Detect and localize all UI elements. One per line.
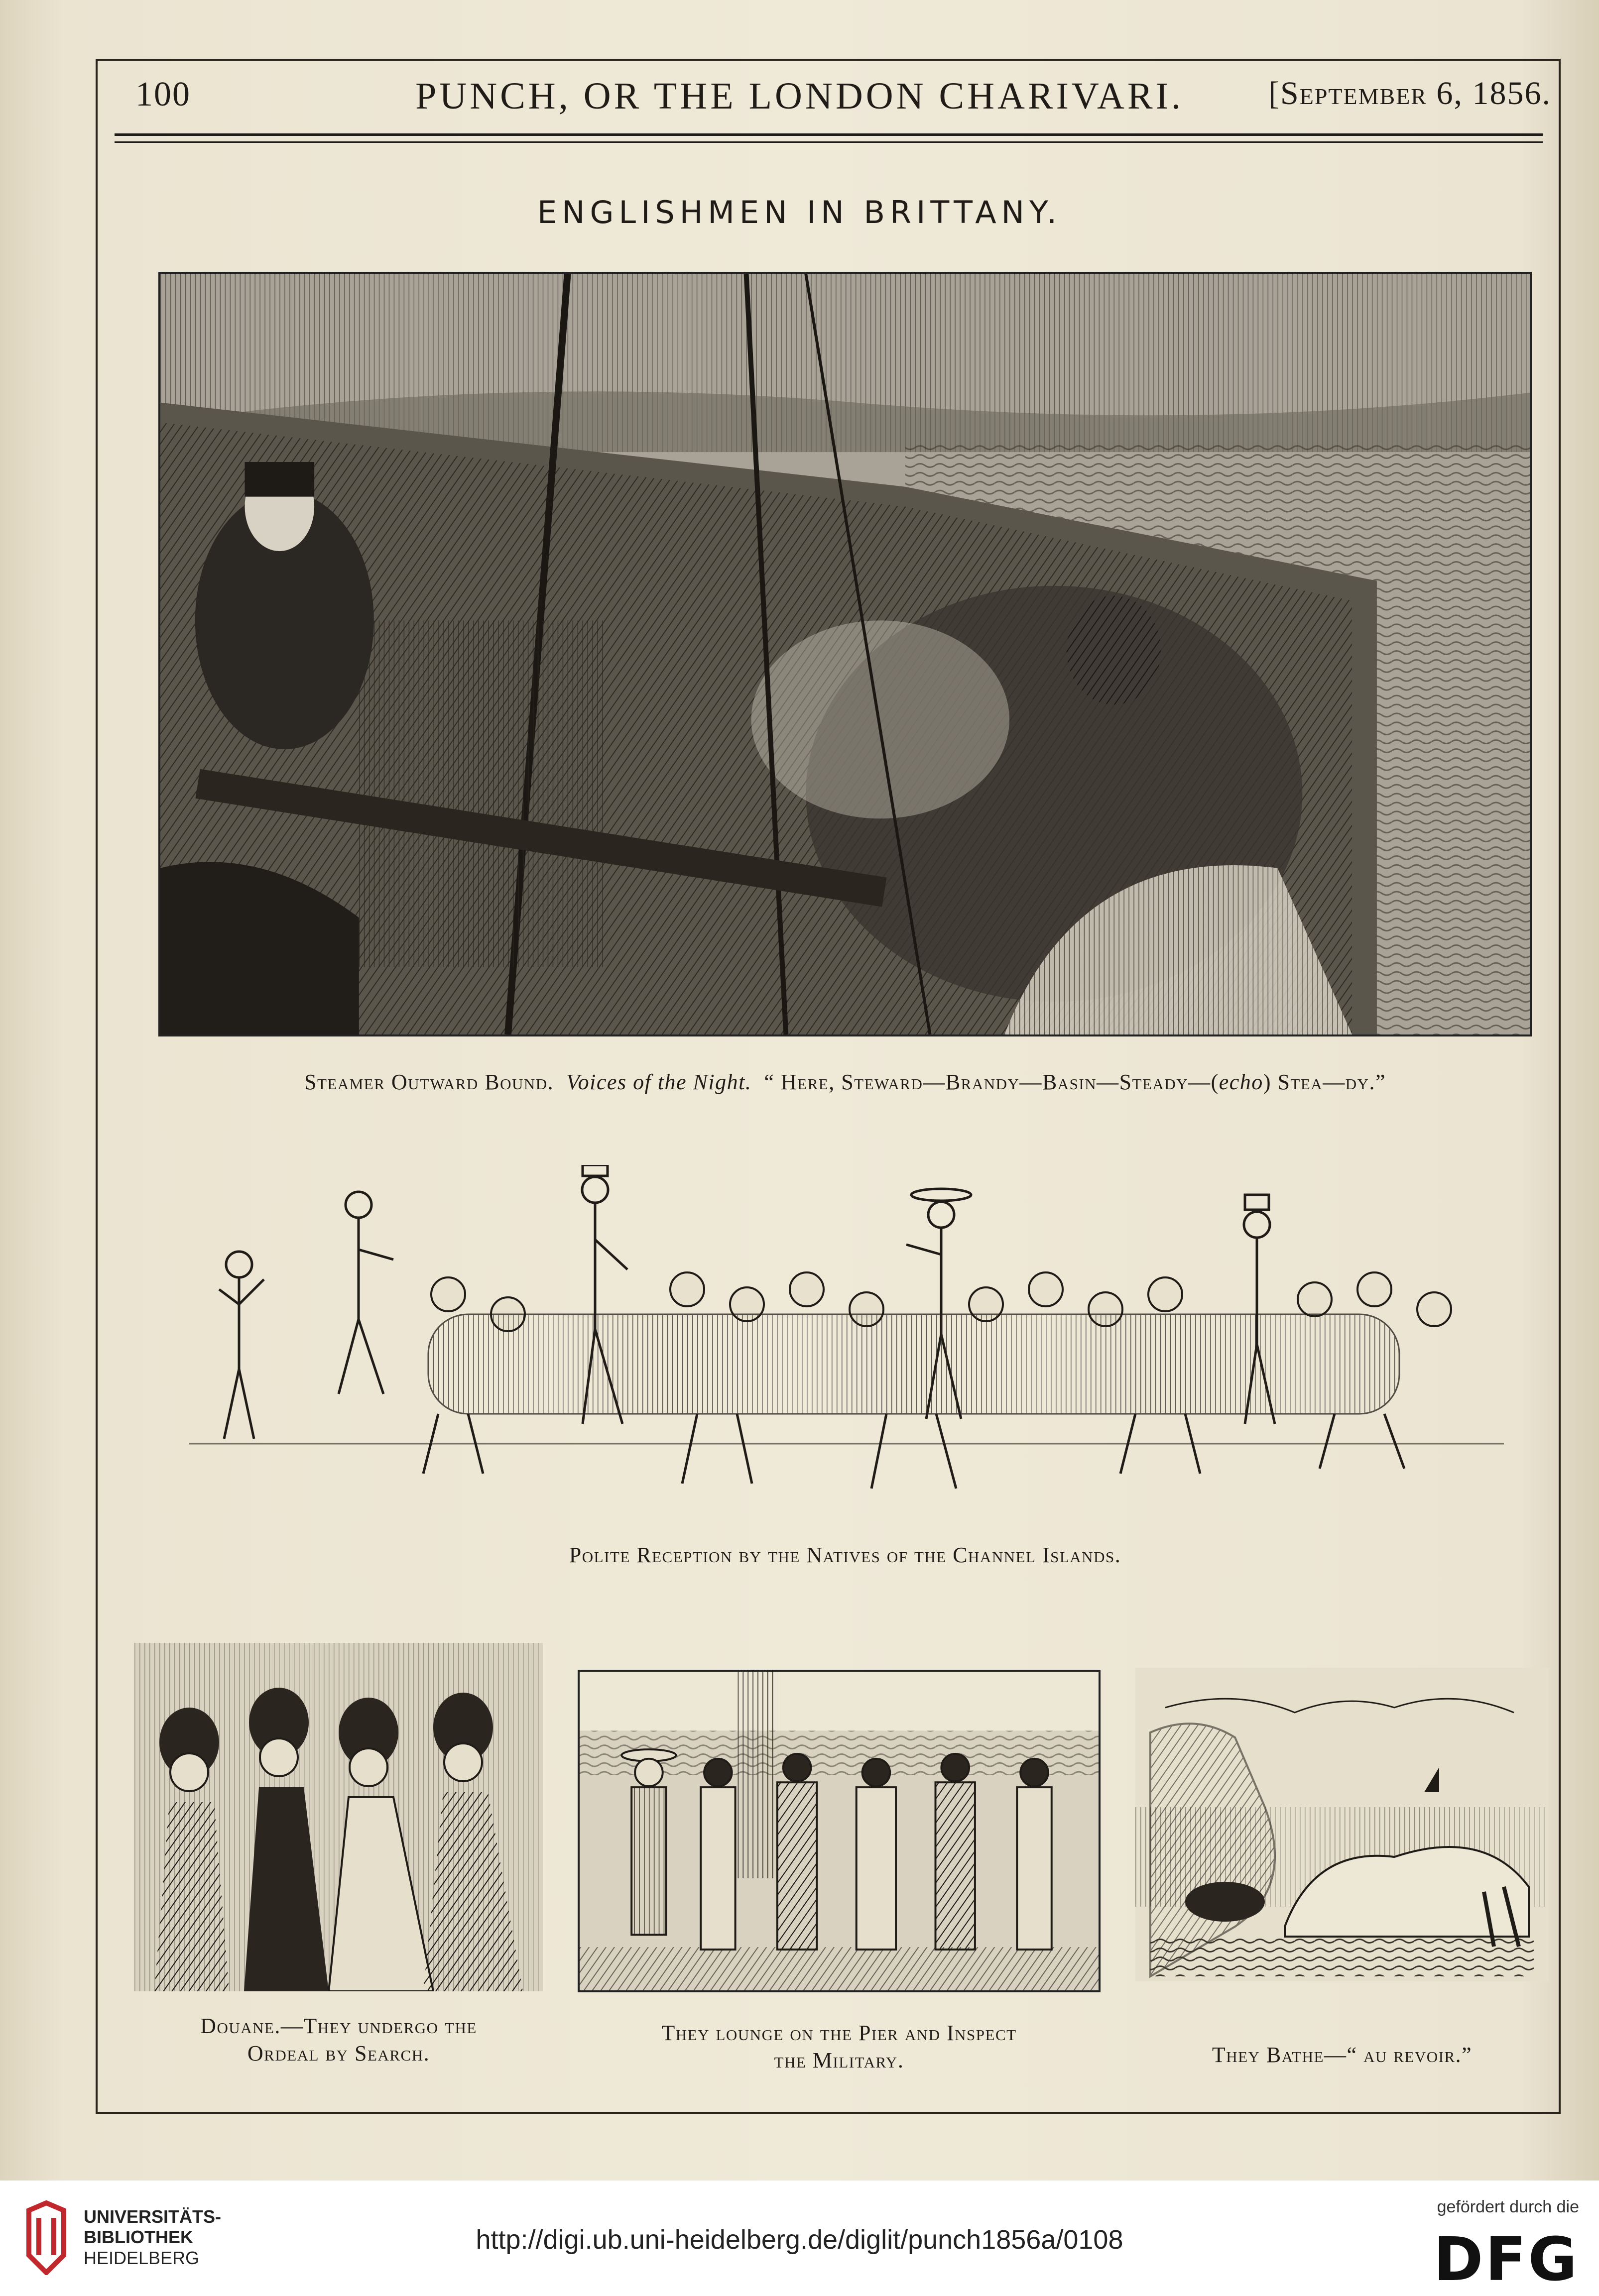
library-name-line-2: BIBLIOTHEK — [84, 2227, 193, 2248]
steamer-caption-quote-end: ) Stea—dy.” — [1263, 1070, 1386, 1094]
douane-caption — [134, 2012, 543, 2067]
publication-title: PUNCH, OR THE LONDON CHARIVARI. — [415, 75, 1184, 117]
steamer-illustration — [158, 272, 1532, 1036]
bathe-caption: They Bathe—“ au revoir.” — [1212, 2043, 1473, 2067]
permalink-url[interactable]: http://digi.ub.uni-heidelberg.de/diglit/punch1856a/0108 — [476, 2225, 1123, 2255]
pier-caption-line-1: They lounge on the Pier and Inspect — [661, 2021, 1017, 2045]
library-name-line-1: UNIVERSITÄTS- — [84, 2206, 222, 2227]
page-number: 100 — [135, 75, 191, 114]
header-rule-thin — [115, 141, 1543, 143]
pier-caption — [578, 2019, 1101, 2074]
douane-caption-line-1: Douane.—They undergo the — [200, 2014, 477, 2038]
pier-illustration — [578, 1670, 1101, 1992]
steamer-caption-subtitle: Voices of the Night. — [566, 1070, 752, 1094]
pier-caption-line-2: the Military. — [774, 2048, 904, 2072]
reception-illustration — [189, 1165, 1504, 1523]
issue-date: [September 6, 1856. — [1268, 75, 1551, 112]
bathe-illustration — [1135, 1668, 1549, 1981]
digitization-footer — [0, 2181, 1599, 2296]
steamer-caption-echo: echo — [1219, 1070, 1263, 1094]
library-name-line-3: HEIDELBERG — [84, 2247, 200, 2268]
funding-note: gefördert durch die — [1437, 2197, 1579, 2216]
reception-caption: Polite Reception by the Natives of the Channel Islands. — [569, 1543, 1121, 1567]
douane-illustration — [134, 1643, 543, 1991]
header-rule — [115, 133, 1543, 136]
steamer-caption-quote: “ Here, Steward—Brandy—Basin—Steady—( — [764, 1070, 1219, 1094]
steamer-caption — [158, 1068, 1532, 1096]
dfg-logo: DFG — [1433, 2225, 1579, 2295]
douane-caption-line-2: Ordeal by Search. — [247, 2041, 430, 2066]
section-title: ENGLISHMEN IN BRITTANY. — [537, 194, 1062, 230]
steamer-caption-title: Steamer Outward Bound. — [304, 1070, 554, 1094]
